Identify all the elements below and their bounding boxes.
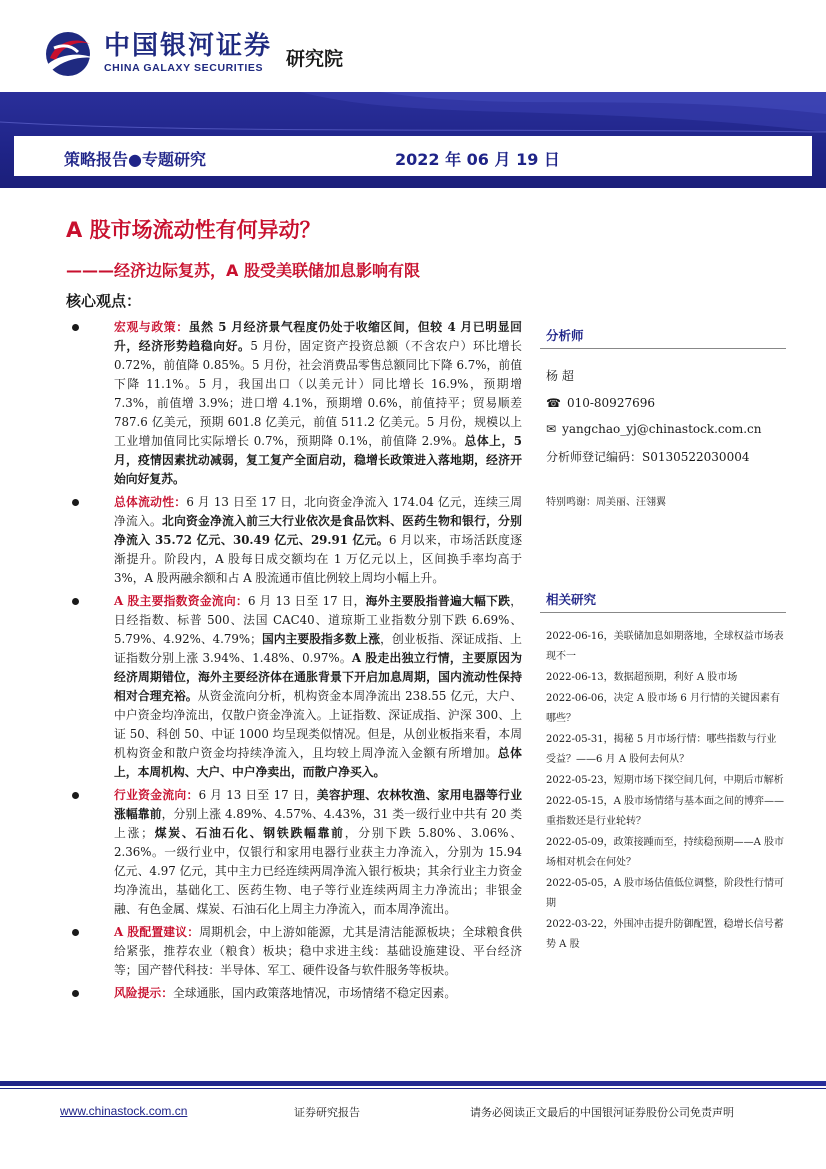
analyst-email-row (546, 422, 786, 436)
special-thanks: 特别鸣谢：周美丽、汪翎翼 (546, 497, 666, 508)
bullet-bold-text: A 股走出独立行情，主要原因为经济周期错位，海外主要经济体在通胀背景下开启加息周期，国内流动性保持相对合理充裕。 (114, 651, 522, 703)
phone-icon: ☎ (546, 396, 561, 410)
bullet-text: 6 月 13 日至 17 日，北向资金净流入 174.04 亿元，连续三周净流入。 (114, 495, 522, 528)
list-item (66, 592, 522, 782)
footer-report-label: 证券研究报告 (294, 1106, 360, 1119)
bullet-text: ，分别下跌 5.80%、3.06%、2.36%。一级行业中，仅银行和家用电器行业获主力净流入，分别为 15.94 亿元、4.97 亿元，其中主力已经连续两周净流入银行板块；其余行业主力资金均净流出，基础化工、医药生物、电子等行业连续两周主力净流出；非银金融、有色金属、煤炭、石油石化上周主力净流入，而本周净流出。 (114, 826, 522, 916)
email-icon: ✉ (546, 422, 557, 436)
bullet-label: 总体流动性： (114, 495, 187, 509)
analyst-heading: 分析师 (540, 326, 786, 349)
bullet-bold-text: 海外主要股指普遍大幅下跌 (365, 594, 511, 608)
footer-disclaimer: 请务必阅读正文最后的中国银河证券股份公司免责声明 (470, 1106, 734, 1119)
logo-cn-text: 中国银河证券 (104, 31, 273, 61)
bullet-text: ，日经指数、标普 500、法国 CAC40、道琼斯工业指数分别下跌 6.69%、5.79%、4.92%、4.79%； (114, 594, 522, 646)
bullet-icon (72, 990, 79, 997)
bullet-text: 周期机会，中上游如能源，尤其是清洁能源板块；全球粮食供给紧张，推荐农业（粮食）板块；稳中求进主线：基础设施建设、平台经济等；国产替代科技：半导体、军工、硬件设备与软件服务等板块。 (114, 925, 522, 977)
analyst-panel (540, 326, 786, 508)
core-views-label: 核心观点： (66, 292, 142, 310)
bullet-bold-text: 虽然 5 月经济景气程度仍处于收缩区间，但较 4 月已明显回升，经济形势趋稳向好。 (114, 320, 522, 353)
footer-divider (0, 1081, 826, 1086)
bullet-label: A 股配置建议： (114, 925, 200, 939)
related-item[interactable]: 2022-05-15，A 股市场情绪与基本面之间的博弈——重指数还是行业轮转？ (546, 796, 785, 827)
related-item[interactable]: 2022-06-06，决定 A 股市场 6 月行情的关键因素有哪些？ (546, 693, 780, 724)
institute-label: 研究院 (286, 47, 344, 70)
related-list (540, 627, 786, 955)
bullet-label: 风险提示： (114, 986, 173, 1000)
bullet-icon (72, 598, 79, 605)
list-item (66, 786, 522, 919)
related-heading: 相关研究 (540, 590, 786, 613)
bullet-icon (72, 499, 79, 506)
bullet-text: 5 月份，固定资产投资总额（不含农户）环比增长 0.72%，前值降 0.85%。5 月份，社会消费品零售总额同比下降 6.7%，前值下降 11.1%。5 月，我国出口（以美元计）同比增长 16.9%，预期增 7.3%，前值增 3.9%；进口增 4.1%，预期增 0.6%，前值持平；贸易顺差 787.6 亿美元，预期 601.8 亿美元，前值 511.2 亿美元。5 月份，规模以上工业增加值同比实际增长 0.7%，预期降 0.1%，前值降 2.9%。 (114, 339, 522, 448)
analyst-cert: 分析师登记编码：S0130522030004 (546, 450, 750, 464)
related-item[interactable]: 2022-05-23，短期市场下探空间几何，中期后市解析 (546, 775, 784, 786)
bullet-text: ，创业板指、深证成指、上证指数分别上涨 3.94%、1.48%、0.97%。 (114, 632, 522, 665)
bullet-icon (72, 324, 79, 331)
footer-divider-thin (0, 1088, 826, 1089)
report-date: 2022 年 06 月 19 日 (395, 150, 560, 169)
related-item[interactable]: 2022-05-31，揭秘 5 月市场行情：哪些指数与行业受益？——6 月 A 股何去何从？ (546, 734, 777, 765)
bullet-bold-text: 国内主要股指多数上涨 (261, 632, 381, 646)
bullet-label: 行业资金流向： (114, 788, 199, 802)
page-title: A 股市场流动性有何异动？ (66, 218, 321, 242)
page-subtitle: ———经济边际复苏，A 股受美联储加息影响有限 (66, 261, 420, 280)
related-item[interactable]: 2022-05-05，A 股市场估值低位调整，阶段性行情可期 (546, 878, 785, 909)
core-views-list (66, 318, 522, 1007)
footer-website-link[interactable]: www.chinastock.com.cn (60, 1104, 188, 1118)
bullet-bold-text: 北向资金净流入前三大行业依次是食品饮料、医药生物和银行，分别净流入 35.72 亿元、30.49 亿元、29.91 亿元。 (114, 514, 522, 547)
galaxy-logo-icon (42, 28, 96, 78)
bullet-text: 全球通胀，国内政策落地情况，市场情绪不稳定因素。 (173, 986, 457, 1000)
brand-logo (42, 28, 343, 78)
bullet-text: 6 月 13 日至 17 日， (247, 594, 366, 608)
bullet-label: A 股主要指数资金流向： (114, 594, 248, 608)
bullet-icon (72, 792, 79, 799)
analyst-phone-row (546, 396, 786, 410)
related-item[interactable]: 2022-06-13，数据超预期，利好 A 股市场 (546, 672, 738, 683)
bullet-bold-text: 总体上，本周机构、大户、中户净卖出，而散户净买入。 (114, 746, 522, 779)
related-item[interactable]: 2022-05-09，政策接踵而至，持续稳预期——A 股市场相对机会在何处？ (546, 837, 785, 868)
analyst-phone: 010-80927696 (566, 396, 655, 410)
related-item[interactable]: 2022-03-22，外围冲击提升防御配置，稳增长信号蓄势 A 股 (546, 919, 784, 950)
bullet-text: 6 月以来，市场活跃度逐渐提升。阶段内，A 股每日成交额均在 1 万亿元以上，区间换手率均高于 3%，A 股两融余额和占 A 股流通市值比例较上周均小幅上升。 (114, 533, 522, 585)
report-type: 策略报告●专题研究 (64, 150, 206, 169)
bullet-bold-text: 煤炭、石油石化、钢铁跌幅靠前 (152, 826, 345, 840)
related-research-panel (540, 590, 786, 956)
bullet-bold-text: 美容护理、农林牧渔、家用电器等行业涨幅靠前 (114, 788, 522, 821)
bullet-text: ，分别上涨 4.89%、4.57%、4.43%，31 类一级行业中共有 20 类上涨； (114, 807, 522, 840)
related-item[interactable]: 2022-06-16，美联储加息如期落地，全球权益市场表现不一 (546, 631, 784, 662)
bullet-text: 从资金流向分析，机构资金本周净流出 238.55 亿元，大户、中户资金均净流出，仅散户资金净流入。上证指数、深证成指、沪深 300、上证 50、科创 50、中证 1000 均呈现类似情况。但是，从创业板指来看，本周机构资金和散户资金均持续净流入，且均较上周净流入金额有所增加。 (114, 689, 522, 760)
bullet-bold-text: 总体上，5 月，疫情因素扰动减弱，复工复产全面启动，稳增长政策进入落地期，经济开始向好复苏。 (114, 434, 522, 486)
bullet-label: 宏观与政策： (114, 320, 189, 334)
analyst-email[interactable]: yangchao_yj@chinastock.com.cn (562, 422, 762, 436)
bullet-text: 6 月 13 日至 17 日， (198, 788, 317, 802)
analyst-name: 杨 超 (546, 369, 574, 383)
header-banner (0, 92, 826, 188)
list-item (66, 318, 522, 489)
list-item (66, 984, 522, 1003)
bullet-icon (72, 929, 79, 936)
list-item (66, 493, 522, 588)
logo-en-text: CHINA GALAXY SECURITIES (104, 62, 264, 74)
list-item (66, 923, 522, 980)
